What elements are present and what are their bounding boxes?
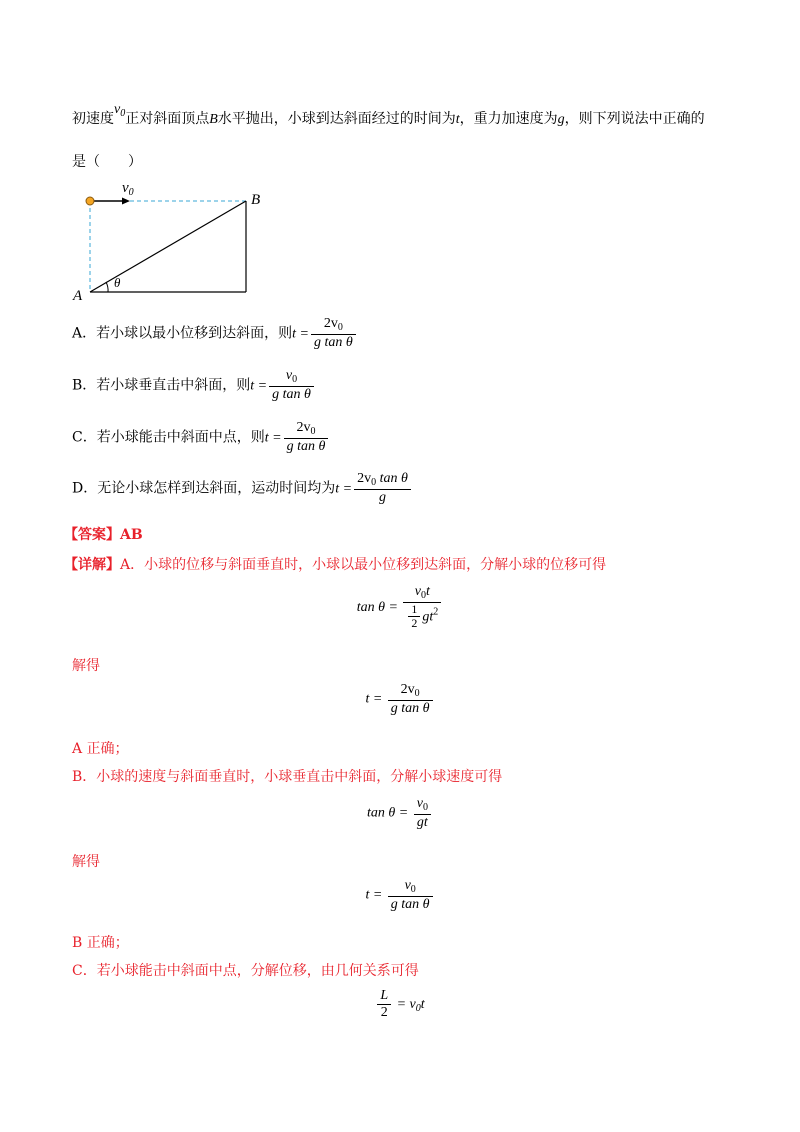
question-text-c: 水平抛出，小球到达斜面经过的时间为 <box>217 111 456 127</box>
question-text-e: ，则下列说法中正确的 <box>564 111 705 127</box>
eq2-fraction: $\frac{2v_0}{\text{g tan θ}}$ <box>388 682 433 717</box>
eq1-fraction: $v_0t$ $\frac{1}{2}$ $gt^2$ <box>403 584 441 631</box>
option-c-text: C．若小球能击中斜面中点，则 <box>72 429 265 446</box>
option-c-fraction: $\frac{2v_0}{\text{g tan θ}}$ <box>284 420 329 455</box>
g-symbol: g <box>557 112 565 127</box>
eq1-left: tan θ = <box>356 599 398 615</box>
label-v0: $v_0$ <box>122 180 134 198</box>
label-b: B <box>251 192 261 208</box>
ball-icon <box>86 197 94 205</box>
theta-arc <box>106 282 108 292</box>
explanation-label: 【详解】 <box>64 557 120 573</box>
explanation-b-intro: B．小球的速度与斜面垂直时，小球垂直击中斜面，分解小球速度可得 <box>72 769 503 785</box>
v0-symbol: $v_0$ <box>114 102 126 119</box>
explanation-a-intro <box>64 554 606 574</box>
option-a-text: A．若小球以最小位移到达斜面，则 <box>72 325 293 342</box>
option-c <box>72 420 330 455</box>
option-b-text: B．若小球垂直击中斜面，则 <box>72 377 251 394</box>
point-b-symbol: B <box>209 112 218 127</box>
option-c-t-eq: t = <box>264 430 282 446</box>
question-text-b: 正对斜面顶点 <box>125 111 210 127</box>
eq5-right: = $v_0t$ <box>396 996 425 1014</box>
b-correct: B 正确； <box>72 935 129 951</box>
explanation-a-text: A．小球的位移与斜面垂直时，小球以最小位移到达斜面，分解小球的位移可得 <box>120 557 607 573</box>
answer-line <box>64 524 143 544</box>
answer-label: 【答案】 <box>64 527 120 543</box>
eq3-left: tan θ = <box>367 805 409 821</box>
question-text-a: 初速度 <box>72 111 114 127</box>
t-symbol: t <box>455 112 460 127</box>
velocity-arrow-head <box>122 198 130 205</box>
question-text-d: ，重力加速度为 <box>459 111 558 127</box>
question-line-1 <box>72 102 705 129</box>
option-b-fraction: $\frac{v_0}{\text{g tan θ}}$ <box>269 368 314 403</box>
eq4-left: t = <box>365 887 383 903</box>
option-d <box>72 471 413 506</box>
equation-1 <box>0 584 800 631</box>
option-b-t-eq: t = <box>250 378 268 394</box>
option-b <box>72 368 316 403</box>
option-a <box>72 316 358 351</box>
solve-2: 解得 <box>72 854 100 870</box>
incline-diagram <box>70 178 280 306</box>
equation-4 <box>0 878 800 913</box>
option-d-text: D．无论小球怎样到达斜面，运动时间均为 <box>72 480 336 497</box>
equation-2 <box>0 682 800 717</box>
answer-value: AB <box>120 527 143 543</box>
option-a-fraction: $\frac{2v_0}{\text{g tan θ}}$ <box>311 316 356 351</box>
option-d-t-eq: t = <box>335 481 353 497</box>
question-line-2: 是（ ） <box>72 154 142 170</box>
eq3-fraction: $\frac{v_0}{gt}$ <box>414 796 431 831</box>
label-theta: θ <box>114 275 121 290</box>
explanation-c-intro: C．若小球能击中斜面中点，分解位移，由几何关系可得 <box>72 963 419 979</box>
label-a: A <box>73 288 83 304</box>
option-a-t-eq: t = <box>292 326 309 342</box>
eq2-left: t = <box>365 691 383 707</box>
eq5-fraction: $\frac{L}{2}$ <box>377 988 391 1021</box>
eq4-fraction: $\frac{v_0}{\text{g tan θ}}$ <box>388 878 433 913</box>
option-d-fraction: $\frac{2v_0 \tan \theta}{g}$ <box>354 471 411 506</box>
equation-3 <box>0 796 800 831</box>
a-correct: A 正确； <box>72 741 129 757</box>
equation-5 <box>0 988 800 1021</box>
solve-1: 解得 <box>72 658 100 674</box>
